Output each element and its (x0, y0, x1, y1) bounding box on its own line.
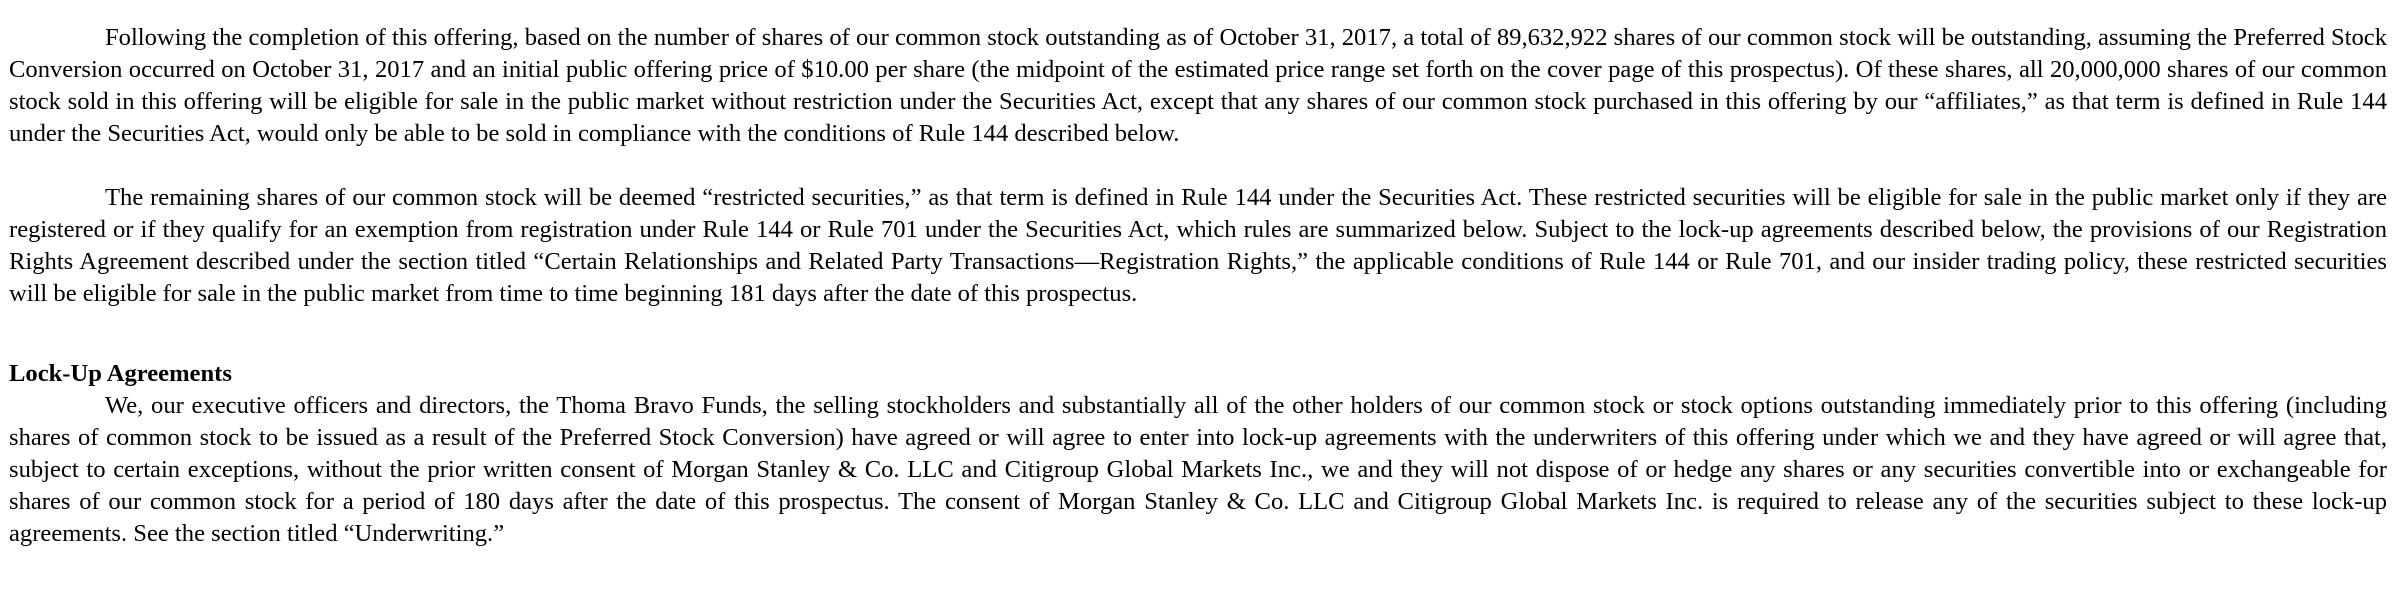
document-page (9, 22, 2387, 550)
paragraph-restricted-securities: The remaining shares of our common stock will be deemed “restricted securities,” as that term is defined in Rule 144 under the Securities Act. These restricted securities will be eligible for sale in the public market only if they are registered or if they qualify for an exemption from registration under Rule 144 or Rule 701 under the Securities Act, which rules are summarized below. Subject to the lock-up agreements described below, the provisions of our Registration Rights Agreement described under the section titled “Certain Relationships and Related Party Transactions—Registration Rights,” the applicable conditions of Rule 144 or Rule 701, and our insider trading policy, these restricted securities will be eligible for sale in the public market from time to time beginning 181 days after the date of this prospectus. (9, 184, 2387, 307)
paragraph-offering-shares: Following the completion of this offering, based on the number of shares of our common stock outstanding as of October 31, 2017, a total of 89,632,922 shares of our common stock will be outstanding, assuming the Preferred Stock Conversion occurred on October 31, 2017 and an initial public offering price of $10.00 per share (the midpoint of the estimated price range set forth on the cover page of this prospectus). Of these shares, all 20,000,000 shares of our common stock sold in this offering will be eligible for sale in the public market without restriction under the Securities Act, except that any shares of our common stock purchased in this offering by our “affiliates,” as that term is defined in Rule 144 under the Securities Act, would only be able to be sold in compliance with the conditions of Rule 144 described below. (9, 24, 2387, 147)
section-heading-lock-up: Lock-Up Agreements (9, 360, 232, 387)
paragraph-lock-up-agreements: We, our executive officers and directors, the Thoma Bravo Funds, the selling stockholders and substantially all of the other holders of our common stock or stock options outstanding immediately prior to this offering (including shares of common stock to be issued as a result of the Preferred Stock Conversion) have agreed or will agree to enter into lock-up agreements with the underwriters of this offering under which we and they have agreed or will agree that, subject to certain exceptions, without the prior written consent of Morgan Stanley & Co. LLC and Citigroup Global Markets Inc., we and they will not dispose of or hedge any shares or any securities convertible into or exchangeable for shares of our common stock for a period of 180 days after the date of this prospectus. The consent of Morgan Stanley & Co. LLC and Citigroup Global Markets Inc. is required to release any of the securities subject to these lock-up agreements. See the section titled “Underwriting.” (9, 392, 2387, 547)
